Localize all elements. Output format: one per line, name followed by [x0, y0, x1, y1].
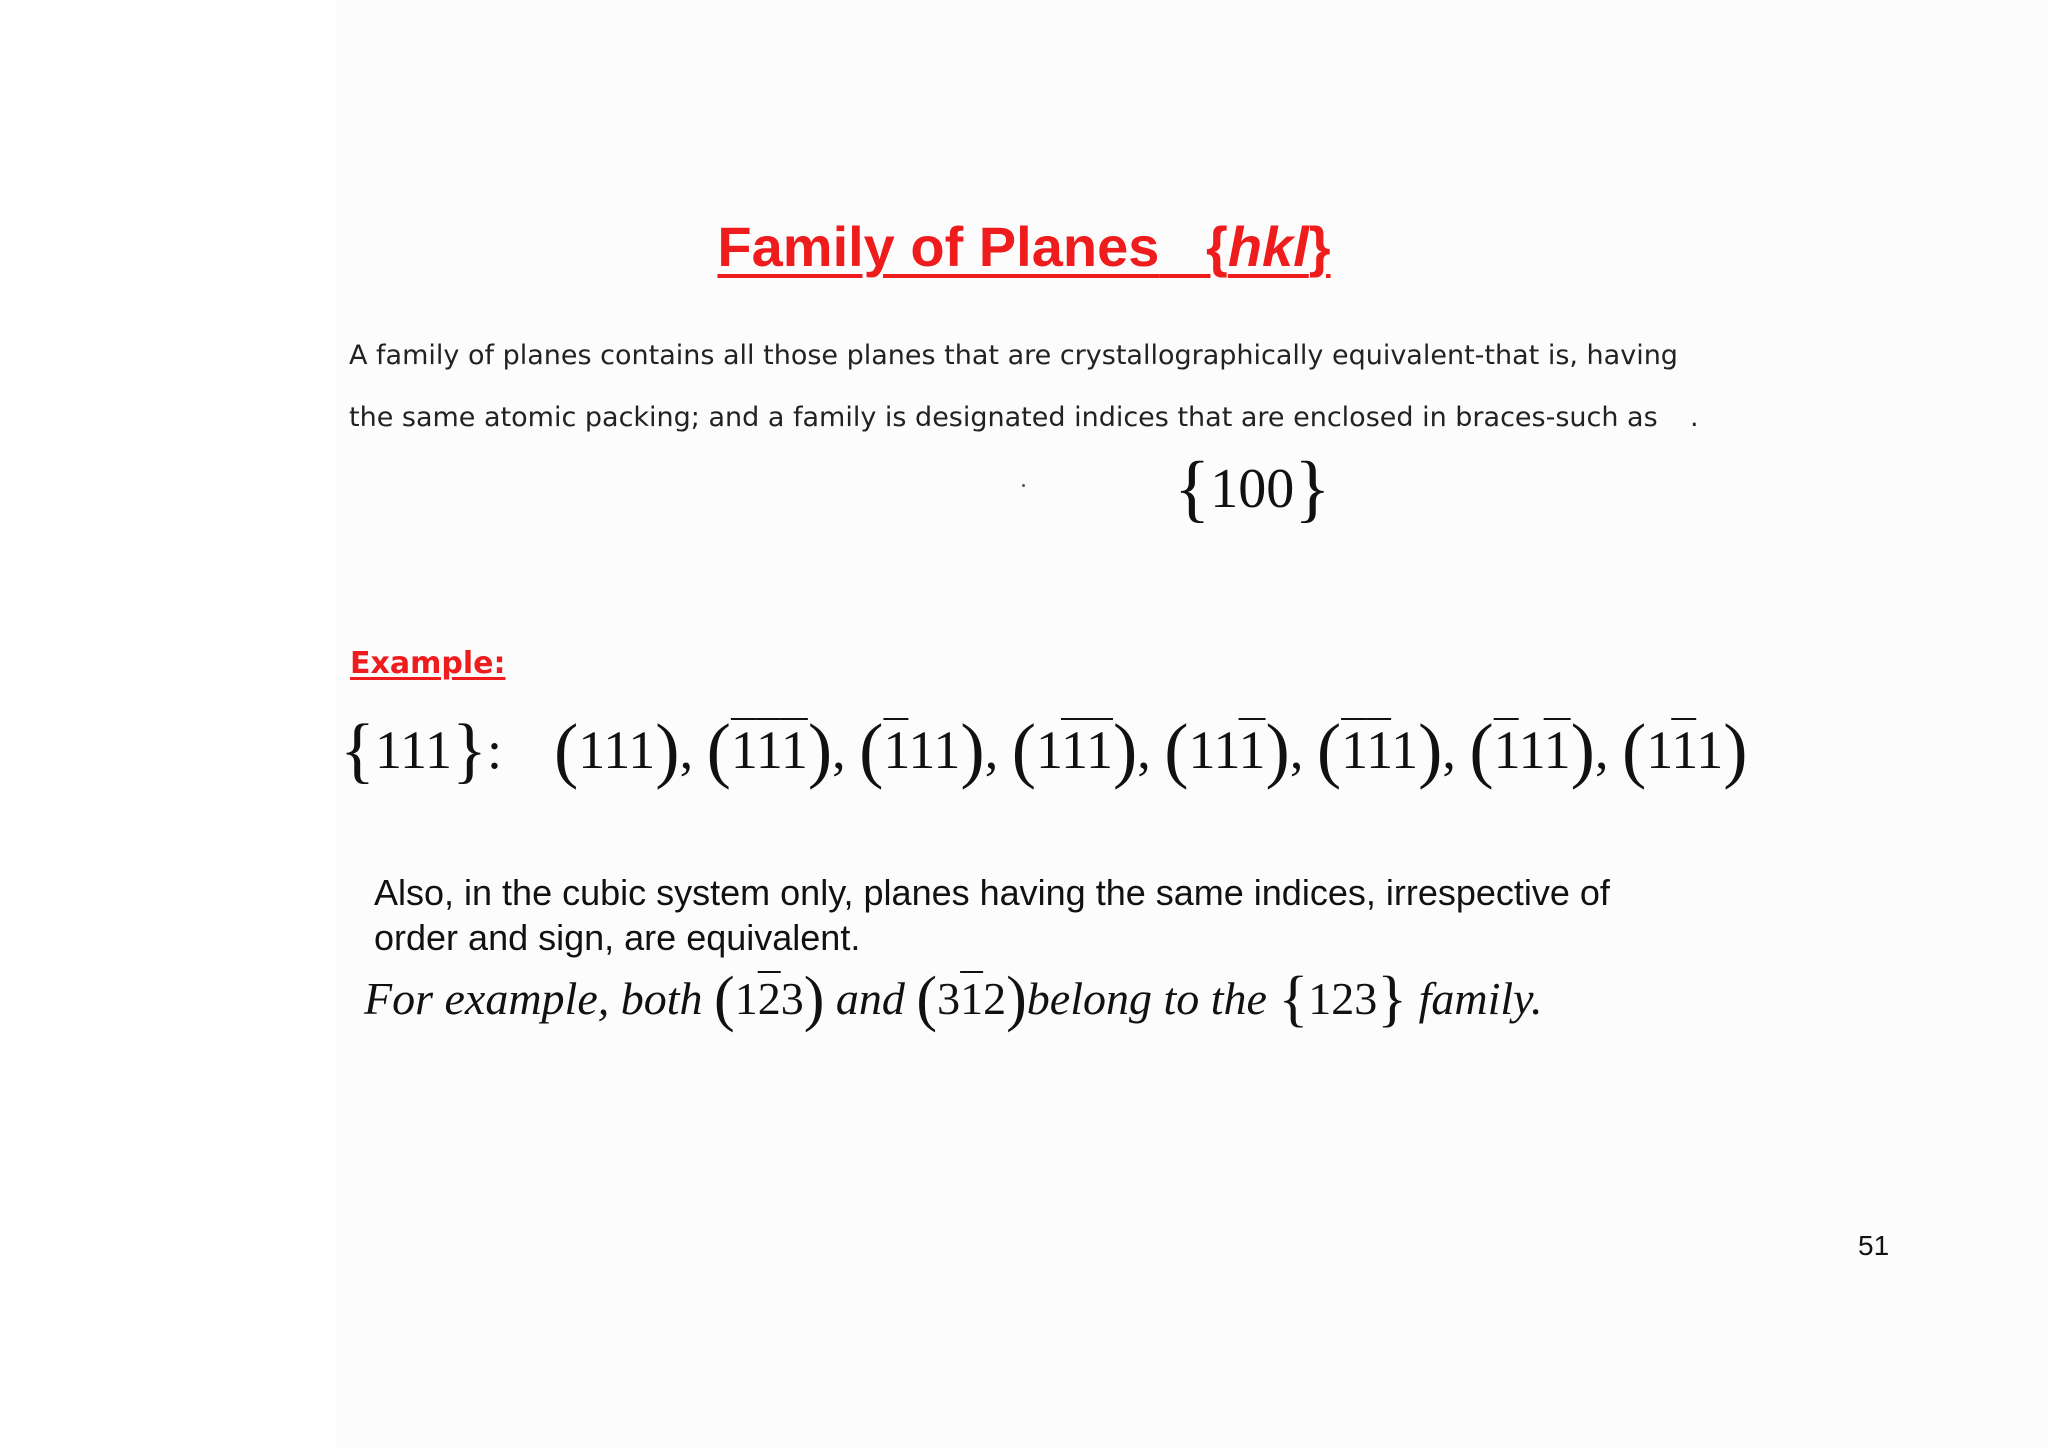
family-example-100 — [1174, 446, 1331, 532]
comma: , — [679, 720, 707, 781]
miller-index: 1 — [908, 720, 934, 781]
plane-a — [714, 965, 825, 1033]
paren-open: ( — [1164, 709, 1189, 790]
family-b-digits: 123 — [1308, 973, 1378, 1025]
miller-index: 1 — [578, 720, 604, 781]
miller-index: 1 — [1213, 720, 1239, 781]
miller-plane — [714, 965, 825, 1033]
para-line-2 — [349, 402, 1658, 433]
miller-index-negative: 1 — [883, 720, 909, 781]
comma: , — [984, 720, 1012, 781]
miller-index: 1 — [1188, 720, 1214, 781]
comma: , — [1289, 720, 1317, 781]
miller-index: 1 — [603, 720, 629, 781]
title-brace-open: { — [1206, 215, 1228, 278]
paren-open: ( — [554, 709, 579, 790]
paren-close: ) — [1723, 709, 1748, 790]
brace-close: } — [1294, 447, 1331, 530]
miller-index: 2 — [983, 973, 1007, 1025]
paren-close: ) — [803, 965, 825, 1033]
miller-plane — [1316, 709, 1443, 790]
comma: , — [1594, 720, 1622, 781]
brace-close: } — [452, 709, 487, 790]
miller-index: 1 — [933, 720, 961, 781]
miller-index: 3 — [937, 973, 961, 1025]
para-line-2-text: the same atomic packing; and a family is designated indices that are enclosed in braces-such as — [349, 402, 1658, 433]
brace-open: { — [1174, 447, 1211, 530]
paren-close: ) — [1265, 709, 1290, 790]
miller-plane — [554, 709, 680, 790]
belong-text: belong to the — [1026, 973, 1267, 1025]
comma: , — [1137, 720, 1165, 781]
title-text — [717, 215, 1330, 278]
family-example-digits: 100 — [1210, 457, 1295, 520]
para-line-1: A family of planes contains all those planes that are crystallographically equivalent-that is, having — [349, 340, 1678, 371]
also-line-2: order and sign, are equivalent. — [374, 917, 861, 958]
miller-index-negative: 1 — [1238, 720, 1266, 781]
miller-index-negative: 1 — [1366, 720, 1392, 781]
miller-index-negative: 1 — [1060, 720, 1086, 781]
brace-close: } — [1377, 965, 1408, 1033]
also-line-1: Also, in the cubic system only, planes having the same indices, irrespective of — [374, 872, 1610, 913]
example-label: Example: — [350, 646, 506, 681]
paren-close: ) — [1112, 709, 1138, 790]
miller-plane — [1469, 709, 1595, 790]
also-paragraph — [374, 870, 1610, 960]
title-brace-close: } — [1308, 215, 1331, 278]
paren-close: ) — [1418, 709, 1443, 790]
and-text: and — [835, 973, 905, 1025]
comma: , — [1442, 720, 1470, 781]
miller-index: 1 — [1391, 720, 1419, 781]
para-line-2-end: . — [1690, 402, 1699, 433]
miller-index-negative: 1 — [1493, 720, 1519, 781]
paren-close: ) — [1006, 965, 1027, 1033]
paren-open: ( — [1316, 709, 1342, 790]
miller-index-negative: 1 — [1341, 720, 1367, 781]
miller-index: 1 — [1518, 720, 1544, 781]
for-example-line — [364, 964, 1543, 1035]
paren-open: ( — [1469, 709, 1494, 790]
paren-open: ( — [916, 965, 938, 1033]
miller-index: 1 — [1035, 720, 1061, 781]
miller-index: 1 — [628, 720, 656, 781]
page-number: 51 — [1858, 1230, 1890, 1261]
miller-plane — [1011, 709, 1138, 790]
paren-open: ( — [1011, 709, 1036, 790]
paren-close: ) — [807, 709, 833, 790]
miller-plane — [1164, 709, 1290, 790]
paren-open: ( — [714, 965, 735, 1033]
paren-close: ) — [960, 709, 985, 790]
paren-close: ) — [655, 709, 680, 790]
miller-index-negative: 1 — [1671, 720, 1697, 781]
miller-index: 1 — [1646, 720, 1672, 781]
miller-index-negative: 1 — [780, 720, 808, 781]
example-equation — [340, 708, 1748, 792]
title-main: Family of Planes — [717, 215, 1160, 278]
miller-plane — [706, 709, 833, 790]
miller-index-negative: 1 — [755, 720, 781, 781]
paren-close: ) — [1570, 709, 1595, 790]
stray-dot — [1022, 484, 1025, 487]
miller-index: 1 — [1696, 720, 1724, 781]
miller-index-negative: 1 — [1543, 720, 1571, 781]
comma: , — [832, 720, 860, 781]
miller-index-negative: 1 — [1085, 720, 1113, 781]
miller-index: 1 — [734, 973, 758, 1025]
miller-plane — [1621, 709, 1748, 790]
family-word: family. — [1418, 973, 1543, 1025]
for-example-text: For example, both — [364, 973, 703, 1025]
plane-b — [916, 965, 1027, 1033]
paren-open: ( — [706, 709, 731, 790]
title-hkl: hkl — [1227, 215, 1309, 278]
miller-index-negative: 2 — [757, 973, 781, 1025]
miller-index-negative: 1 — [730, 720, 756, 781]
paren-open: ( — [1621, 709, 1647, 790]
miller-plane — [859, 709, 985, 790]
planes-list — [554, 709, 1748, 790]
brace-open: { — [340, 709, 375, 790]
colon: : — [487, 720, 503, 781]
miller-plane — [916, 965, 1027, 1033]
example-family-digits: 111 — [375, 720, 452, 781]
slide-title — [0, 214, 2048, 279]
miller-index: 3 — [780, 973, 804, 1025]
brace-open: { — [1278, 965, 1309, 1033]
miller-index-negative: 1 — [960, 973, 984, 1025]
paren-open: ( — [859, 709, 884, 790]
